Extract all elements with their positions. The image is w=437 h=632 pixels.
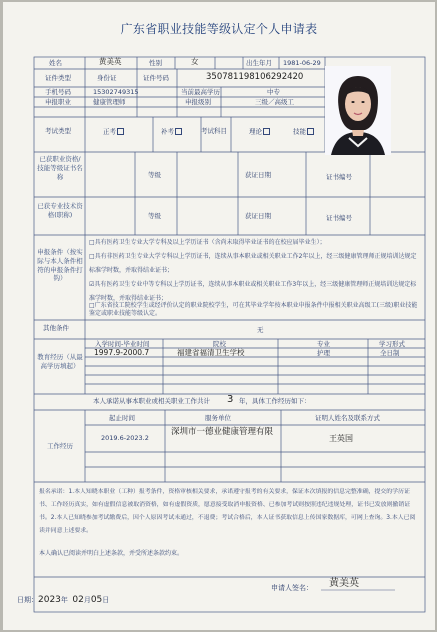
- condition-item-1[interactable]: □具有医药卫生专业大学专科及以上学历证书（含尚未取得毕业证书的在校应届毕业生）；: [89, 239, 326, 246]
- declaration-text: 报名承诺：1.本人知晓本职业（工种）报考条件，资格审核相关要求，承诺遵守报考的有关要求，保证本次填报的信息完整准确，提交的学历证书、工作经历真实，如有虚假信息被取消资格，如有虚假资质，愿意接受取消申报资格、已参加考试则按照违纪违规处理，证书已发放则撤销证书。2.本人已知晓参加考试缴费后，因个人原因考试未通过，不退费；考试合格后，本人证书获取信息上传国家数据库，可网上查询。3.本人已阅读并同意上述要求。: [39, 489, 416, 534]
- skill-label: 技能: [293, 127, 306, 136]
- exam-subject-label: 考试科目: [201, 127, 227, 135]
- work-years-value[interactable]: 3: [227, 394, 234, 405]
- skill-checkbox[interactable]: [307, 128, 314, 135]
- condition-item-4[interactable]: □广东省技工院校学生或经评价认定的职业院校学生，可在其毕业学年按本职业申报条件中报相关职业高级工(三级)职业技能鉴定或职业技能等级认定。: [89, 302, 418, 317]
- date-year-unit: 年: [60, 596, 68, 604]
- dob-value[interactable]: 1981-06-29: [283, 59, 321, 67]
- work-header-company: 服务单位: [205, 414, 231, 422]
- education-label: 当前最高学历: [181, 88, 220, 96]
- exam-type-label: 考试类型: [45, 127, 71, 135]
- date-year[interactable]: 2023: [38, 595, 61, 605]
- conditions-label: 申报条件（按实际与本人条件相符的申报条件打钩）: [37, 248, 83, 283]
- level-value[interactable]: 三级／高级工: [255, 98, 294, 106]
- level-label: 申报级别: [185, 98, 211, 106]
- date-label: 日期：: [17, 596, 38, 604]
- name-value[interactable]: 黄美英: [99, 57, 122, 66]
- work-history-label: 工作经历: [47, 442, 73, 450]
- phone-label: 手机号码: [45, 88, 71, 96]
- dob-label: 出生年月: [246, 59, 272, 67]
- education-value[interactable]: 中专: [267, 88, 280, 96]
- date-month[interactable]: 02: [72, 595, 84, 605]
- work-header-reference: 证明人姓名及联系方式: [315, 414, 380, 422]
- work-row-time[interactable]: 2019.6-2023.2: [101, 434, 149, 442]
- work-row-reference[interactable]: 王英国: [329, 434, 353, 443]
- application-form-sheet: [3, 2, 435, 630]
- edu-row-mode[interactable]: 全日制: [380, 349, 400, 357]
- declaration-confirm: 本人确认已阅读并明白上述条款，并受所述条款约束。: [39, 550, 184, 557]
- cert-level-label: 等级: [148, 171, 161, 179]
- work-header-time: 起止时间: [109, 414, 135, 422]
- work-years-prefix: 本人承诺从事本职业或相关职业工作共计: [93, 397, 210, 405]
- cert-date-label: 获证日期: [245, 171, 271, 179]
- skill-option[interactable]: [293, 128, 314, 136]
- edu-row-time[interactable]: 1997.9-2000.7: [94, 348, 150, 357]
- specialist-label: 已获专业技术资格(职称): [37, 202, 83, 219]
- applicant-signature[interactable]: 黄美英: [329, 578, 359, 589]
- edu-header-mode: 学习形式: [379, 340, 405, 348]
- condition-item-2[interactable]: □具有非医药卫生专业大学专科以上学历证书，连续从事本职业或相关职业工作2年以上，经三级健康管理师正规培训达规定标准学时数，并取得结业证书；: [89, 253, 417, 274]
- held-cert-label: 已获职业资格/技能等级证书名称: [37, 155, 83, 181]
- profession-label: 申报职业: [45, 98, 71, 106]
- specialist-cert-no-label: 证书编号: [326, 214, 352, 222]
- edu-row-school[interactable]: 福建省福清卫生学校: [177, 348, 245, 357]
- specialist-level-label: 等级: [148, 212, 161, 220]
- date-row: [17, 595, 109, 605]
- work-row-company[interactable]: 深圳市一德业健康管理有限: [171, 427, 274, 437]
- exam-normal-option[interactable]: [103, 128, 124, 136]
- edu-row-major[interactable]: 护理: [317, 349, 330, 357]
- date-day[interactable]: 05: [90, 595, 103, 605]
- name-label: 姓名: [49, 59, 62, 67]
- profession-value[interactable]: 健康管理师: [93, 98, 126, 106]
- form-title: 广东省职业技能等级认定个人申请表: [120, 22, 318, 36]
- cert-no-label: 证书编号: [326, 173, 352, 181]
- exam-normal-checkbox[interactable]: [117, 128, 124, 135]
- gender-label: 性别: [149, 59, 162, 67]
- id-no-label: 证件号码: [143, 74, 169, 82]
- date-day-unit: 日: [102, 596, 110, 604]
- id-no-value[interactable]: 350781198106292420: [206, 72, 304, 82]
- exam-supplement-option[interactable]: [161, 128, 182, 136]
- signature-label: 申请人签名：: [271, 584, 313, 592]
- other-conditions-label: 其他条件: [43, 324, 69, 332]
- condition-item-3[interactable]: ☑具有医药卫生专业中等专科以上学历证书，连续从事本职业或相关职业工作3年以上，经三级健康管理师正规培训达规定标准学时数，并取得结业证书；: [89, 281, 417, 302]
- education-history-label: 教育经历（从最高学历填起）: [37, 353, 83, 370]
- theory-label: 理论: [249, 127, 262, 136]
- edu-header-major: 专业: [317, 340, 330, 348]
- edu-header-school: 院校: [213, 340, 226, 348]
- exam-supplement-checkbox[interactable]: [175, 128, 182, 135]
- theory-checkbox[interactable]: [263, 128, 270, 135]
- gender-value[interactable]: 女: [191, 57, 199, 66]
- exam-normal-label: 正考: [103, 127, 116, 136]
- theory-option[interactable]: [249, 128, 270, 136]
- specialist-date-label: 获证日期: [245, 212, 271, 220]
- id-type-label: 证件类型: [45, 74, 71, 82]
- date-month-unit: 月: [83, 596, 91, 604]
- exam-supplement-label: 补考: [161, 127, 174, 136]
- applicant-photo: [325, 66, 391, 155]
- phone-value[interactable]: 15302749315: [93, 88, 139, 96]
- id-type-value[interactable]: 身份证: [97, 74, 117, 82]
- edu-header-time: 入学时间-毕业时间: [95, 340, 150, 348]
- other-conditions-value[interactable]: 无: [257, 326, 264, 334]
- work-years-suffix: 年，具体工作经历如下：: [239, 397, 311, 405]
